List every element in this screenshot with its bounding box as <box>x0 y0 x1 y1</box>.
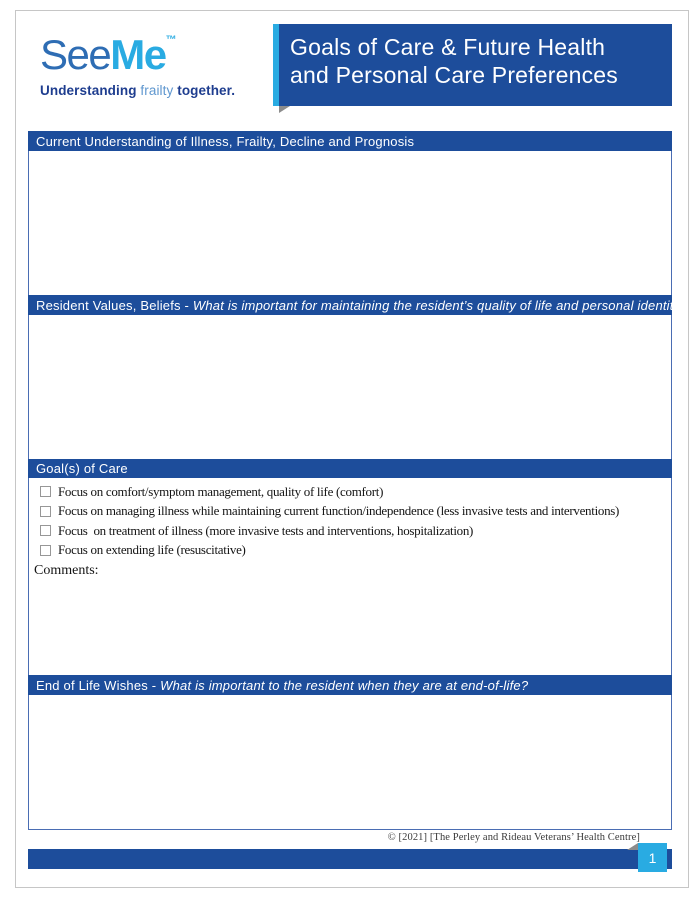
section-subtitle-resident-values: What is important for maintaining the resident’s quality of life and personal identity? <box>192 297 688 313</box>
tagline-understanding: Understanding <box>40 83 141 98</box>
page-number-badge: 1 <box>638 843 667 872</box>
section-title-end-of-life: End of Life Wishes - <box>36 677 161 693</box>
section-header-resident-values <box>28 295 688 315</box>
section-header-end-of-life <box>28 675 672 695</box>
goal-option-treatment <box>40 521 671 541</box>
goals-of-care-area <box>28 478 672 675</box>
section-header-current-understanding <box>28 131 672 151</box>
comments-input-area[interactable] <box>29 579 671 649</box>
goal-option-extending-life <box>40 541 671 561</box>
page-number-corner-fold <box>627 843 638 850</box>
logo-see-text: See <box>40 31 111 78</box>
goal-option-label: Focus on managing illness while maintaining current function/independence (less invasive tests and interventions) <box>58 503 620 519</box>
comments-label: Comments: <box>34 563 99 578</box>
goals-option-list <box>29 478 671 560</box>
goal-option-label: Focus on treatment of illness (more invasive tests and interventions, hospitalization) <box>58 522 474 538</box>
section-title-resident-values: Resident Values, Beliefs - <box>36 297 193 313</box>
goal-option-comfort <box>40 482 671 502</box>
footer-bar <box>28 849 672 869</box>
goal-option-managing-illness <box>40 502 671 522</box>
logo-me-text: Me <box>110 31 166 78</box>
tagline-frailty: frailty <box>140 83 178 98</box>
title-accent-stripe <box>273 24 279 106</box>
title-corner-fold <box>279 106 290 113</box>
section-title-goals-of-care: Goal(s) of Care <box>36 461 128 476</box>
checkbox-extending-life[interactable] <box>40 545 51 556</box>
current-understanding-input-area[interactable] <box>28 151 672 295</box>
goal-option-label: Focus on extending life (resuscitative) <box>58 542 246 558</box>
trademark-symbol: ™ <box>165 34 177 46</box>
tagline-together: together. <box>177 83 236 98</box>
checkbox-treatment[interactable] <box>40 525 51 536</box>
resident-values-input-area[interactable] <box>28 315 672 459</box>
section-subtitle-end-of-life: What is important to the resident when they are at end-of-life? <box>160 677 529 693</box>
checkbox-managing-illness[interactable] <box>40 506 51 517</box>
copyright-notice: © [2021] [The Perley and Rideau Veterans’ Health Centre] <box>387 832 640 843</box>
end-of-life-input-area[interactable] <box>28 695 672 830</box>
page-title <box>290 33 618 89</box>
page-title-line1: Goals of Care & Future Health <box>290 34 606 60</box>
goal-option-label: Focus on comfort/symptom management, quality of life (comfort) <box>58 483 384 499</box>
document-title-banner <box>273 24 672 106</box>
section-title-current-understanding: Current Understanding of Illness, Frailty, Decline and Prognosis <box>36 133 415 149</box>
page-title-line2: and Personal Care Preferences <box>290 62 618 88</box>
section-header-goals-of-care <box>28 459 672 478</box>
seeme-logo <box>40 31 236 98</box>
seeme-wordmark <box>40 31 235 78</box>
logo-tagline <box>40 83 235 98</box>
checkbox-comfort[interactable] <box>40 486 51 497</box>
